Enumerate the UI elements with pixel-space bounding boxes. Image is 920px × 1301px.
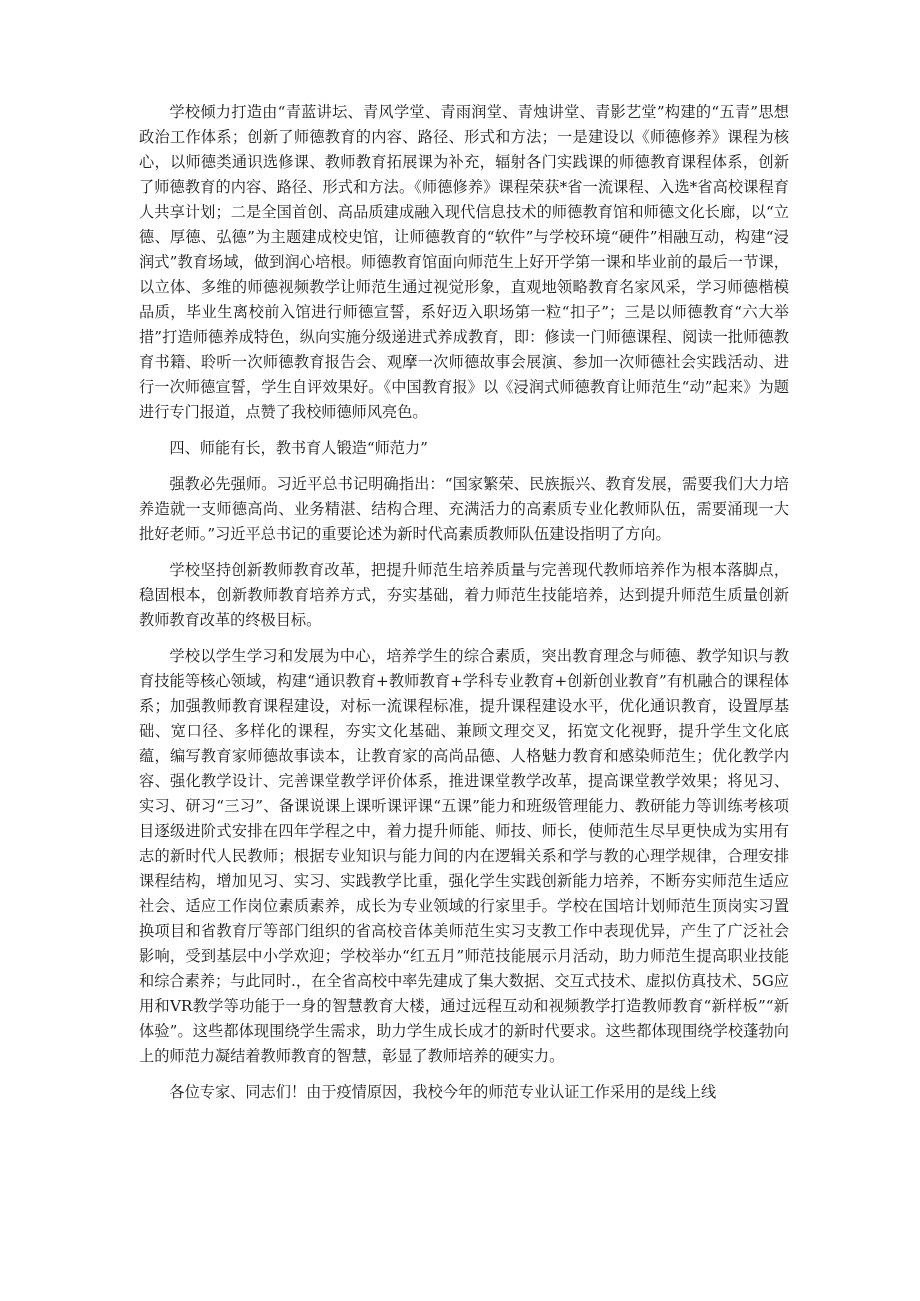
paragraph-zhuanjia: 各位专家、同志们！由于疫情原因，我校今年的师范专业认证工作采用的是线上线	[169, 1083, 717, 1101]
document-body	[139, 100, 789, 1116]
paragraph-jiaoshi-gaige: 学校坚持创新教师教育改革，把提升师范生培养质量与完善现代教师培养作为根本落脚点，稳固根本，创新教师教育培养方式，夯实基础，着力师范生技能培养，达到提升师范生质量创新教师教育改革的终极目标。	[139, 561, 789, 629]
section-heading-shineng: 四、师能有长，教书育人锻造“师范力”	[169, 439, 428, 457]
paragraph-kecheng-tixi: 学校以学生学习和发展为中心，培养学生的综合素质，突出教育理念与师德、教学知识与教育技能等核心领域，构建“通识教育+教师教育+学科专业教育+创新创业教育”有机融合的课程体系；加强教师教育课程建设，对标一流课程标准，提升课程建设水平，优化通识教育，设置厚基础、宽口径、多样化的课程，夯实文化基础、兼顾文理交叉，拓宽文化视野，提升学生文化底蕴，编写教育家师德故事读本，让教育家的高尚品德、人格魅力教育和感染师范生；优化教学内容、强化教学设计、完善课堂教学评价体系，推进课堂教学改革，提高课堂教学效果；将见习、实习、研习“三习”、备课说课上课听课评课“五课”能力和班级管理能力、教研能力等训练考核项目逐级进阶式安排在四年学程之中，着力提升师能、师技、师长，使师范生尽早更快成为实用有志的新时代人民教师；根据专业知识与能力间的内在逻辑关系和学与教的心理学规律，合理安排课程结构，增加见习、实习、实践教学比重，强化学生实践创新能力培养，不断夯实师范生适应社会、适应工作岗位素质素养，成长为专业领域的行家里手。学校在国培计划师范生顶岗实习置换项目和省教育厅等部门组织的省高校音体美师范生实习支教工作中表现优异，产生了广泛社会影响，受到基层中小学欢迎；学校举办“红五月”师范技能展示月活动，助力师范生提高职业技能和综合素养；与此同时.，在全省高校中率先建成了集大数据、交互式技术、虚拟仿真技术、5G应用和VR教学等功能于一身的智慧教育大楼，通过远程互动和视频教学打造教师教育“新样板”“新体验”。这些都体现围绕学生需求，助力学生成长成才的新时代要求。这些都体现围绕学校蓬勃向上的师范力凝结着教师教育的智慧，彰显了教师培养的硬实力。	[139, 647, 789, 1065]
paragraph-shide-jiaoyu: 学校倾力打造由“青蓝讲坛、青风学堂、青雨润堂、青烛讲堂、青影艺堂”构建的“五青”思想政治工作体系；创新了师德教育的内容、路径、形式和方法；一是建设以《师德修养》课程为核心，以师德类通识选修课、教师教育拓展课为补充，辐射各门实践课的师德教育课程体系，创新了师德教育的内容、路径、形式和方法。《师德修养》课程荣获*省一流课程、入选*省高校课程育人共享计划；二是全国首创、高品质建成融入现代信息技术的师德教育馆和师德文化长廊，以“立德、厚德、弘德”为主题建成校史馆，让师德教育的“软件”与学校环境“硬件”相融互动，构建“浸润式”教育场域，做到润心培根。师德教育馆面向师范生上好开学第一课和毕业前的最后一节课，以立体、多维的师德视频教学让师范生通过视觉形象，直观地领略教育名家风采，学习师德楷模品质，毕业生离校前入馆进行师德宣誓，系好迈入职场第一粒“扣子”；三是以师德教育“六大举措”打造师德养成特色，纵向实施分级递进式养成教育，即：修读一门师德课程、阅读一批师德教育书籍、聆听一次师德教育报告会、观摩一次师德故事会展演、参加一次师德社会实践活动、进行一次师德宣誓，学生自评效果好。《中国教育报》以《浸润式师德教育让师范生“动”起来》为题进行专门报道，点赞了我校师德师风亮色。	[139, 103, 789, 421]
paragraph-qiangjiao: 强教必先强师。习近平总书记明确指出：“国家繁荣、民族振兴、教育发展，需要我们大力培养造就一支师德高尚、业务精湛、结构合理、充满活力的高素质专业化教师队伍，需要涌现一大批好老师。”习近平总书记的重要论述为新时代高素质教师队伍建设指明了方向。	[139, 475, 789, 543]
